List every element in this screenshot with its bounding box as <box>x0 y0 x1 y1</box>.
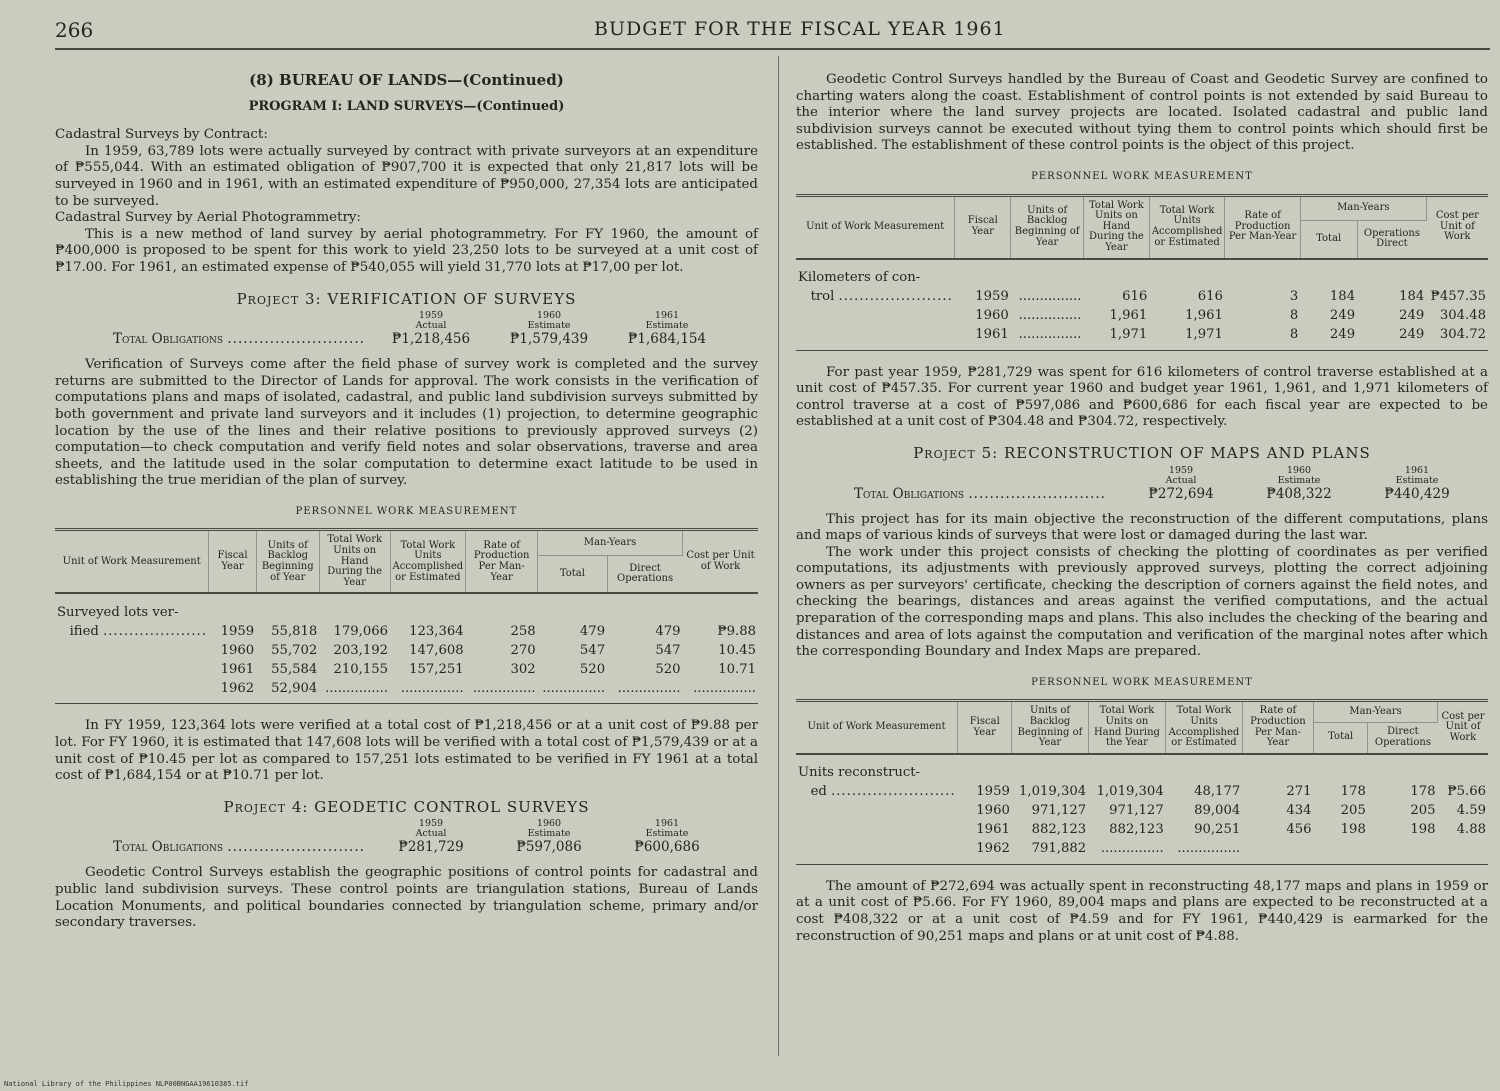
col-header: Rate of Production Per Man-Year <box>1242 701 1313 754</box>
col-header: Man-Years <box>1314 701 1438 722</box>
table-row: 1962 791,882 ............... ............... <box>796 840 1488 865</box>
pwm-table-verification <box>55 528 758 704</box>
col-header: Fiscal Year <box>958 701 1012 754</box>
verification-result-paragraph: In FY 1959, 123,364 lots were verified at a total cost of ₱1,218,456 or at a unit cost of ₱9.88 per lot. For FY 1960, it is estimated that 147,608 lots will be verified with a total cost of ₱1,579,439 or at a unit cost of ₱10.45 per lot as compared to 157,251 lots estimated to be verified in FY 1961 at a total cost of ₱1,684,154 or at ₱10.71 per lot. <box>55 718 758 784</box>
col-header: Total Work Units Accomplished or Estimated <box>1166 701 1243 754</box>
table-row: 1960 971,127 971,127 89,004 434 205 205 4.59 <box>976 803 1486 819</box>
table-row: 1960 55,702 203,192 147,608 270 547 547 10.45 <box>220 642 756 658</box>
col-header: Fiscal Year <box>209 530 256 593</box>
col-header: Rate of Production Per Man-Year <box>466 530 538 593</box>
obligation-value: ₱1,684,154 <box>627 331 707 348</box>
obligation-value: ₱408,322 <box>1266 485 1332 502</box>
page-number: 266 <box>55 18 94 42</box>
cad-contract-heading: Cadastral Surveys by Contract: <box>55 127 268 143</box>
year-header: 1961 Estimate <box>645 310 689 332</box>
year-header: 1960 Estimate <box>527 818 571 840</box>
col-header: Total Work Units on Hand During the Year <box>1088 701 1166 754</box>
obligation-value: ₱440,429 <box>1384 485 1450 502</box>
col-header: Cost per Unit of Work <box>1426 195 1488 258</box>
page-header <box>0 12 1500 48</box>
traverse-paragraph: For past year 1959, ₱281,729 was spent for 616 kilometers of control traverse established at a unit cost of ₱457.35. For current year 1960 and budget year 1961, 1,961, and 1,971 kilometers of control traverse at a cost of ₱597,086 and ₱600,686 for each fiscal year are expected to be established at a unit cost of ₱304.48 and ₱304.72, respectively. <box>796 364 1488 430</box>
col-header: Total Work Units Accomplished or Estimated <box>1149 195 1225 258</box>
col-header: Unit of Work Measurement <box>55 530 209 593</box>
column-divider <box>778 56 779 1056</box>
obligation-value: ₱1,579,439 <box>509 331 589 348</box>
verification-paragraph: Verification of Surveys come after the field phase of survey work is completed and the survey returns are submitted to the Director of Lands for approval. The work consists in the verification of computations plans and maps of isolated, cadastral, and public land subdivision surveys submitted by both government and private land surveyors and it includes (1) projection, to determine geographic location by the use of the lines and their relative positions to previously approved surveys (2) computation—to check computation and verify field notes and solar observations, traverse and area sheets, and the latitude used in the solar computation to determine exact latitude to be used in establishing the true meridian of the plan of survey. <box>55 357 758 489</box>
right-column <box>796 62 1488 945</box>
col-header: Rate of Production Per Man-Year <box>1225 195 1300 258</box>
col-header: Total <box>1300 221 1357 259</box>
table-row: 1961 882,123 882,123 90,251 456 198 198 4.88 <box>976 822 1486 838</box>
project-4-prefix: Project 4: <box>223 797 309 816</box>
pwm-table-reconstruction <box>796 699 1488 864</box>
year-header: 1961 Estimate <box>1395 464 1439 486</box>
obligation-value: ₱272,694 <box>1148 485 1214 502</box>
reconstruction-objective-paragraph: This project has for its main objective the reconstruction of the different computations, plans and maps of various kinds of surveys that were lost or damaged during the last war. <box>796 511 1488 544</box>
col-header: Units of Backlog Beginning of Year <box>256 530 319 593</box>
project-3-name: VERIFICATION OF SURVEYS <box>327 289 577 308</box>
table-row: ified .................... 1959 55,818 179,066 123,364 258 479 479 ₱9.88 <box>55 622 758 641</box>
obligation-value: ₱281,729 <box>398 839 464 856</box>
year-header: 1960 Estimate <box>1277 464 1321 486</box>
col-header: Total <box>538 555 607 593</box>
col-header: Units of Backlog Beginning of Year <box>1012 701 1088 754</box>
obligations-label: Total Obligations .......................... <box>113 331 365 348</box>
aerial-heading: Cadastral Survey by Aerial Photogrammetry: <box>55 210 361 226</box>
table-row: 1962 52,904 ............... ............... ............... ............... ............... ............... <box>55 679 758 704</box>
project-4-obligations <box>55 819 758 855</box>
table-row: 1961 ............... 1,971 1,971 8 249 249 304.72 <box>796 326 1488 351</box>
obligation-value: ₱1,218,456 <box>391 331 471 348</box>
col-header: Total Work Units on Hand During the Year <box>1084 195 1150 258</box>
project-4-title <box>55 799 758 816</box>
left-column <box>55 62 758 932</box>
obligations-label: Total Obligations .......................... <box>113 839 365 856</box>
obligation-value: ₱597,086 <box>516 839 582 856</box>
col-header: Direct Operations <box>607 555 682 593</box>
col-header: Direct Operations <box>1368 722 1438 754</box>
table-row: trol ...................... 1959 ............... 616 616 3 184 184 ₱457.35 <box>796 288 1488 307</box>
col-header: Cost per Unit of Work <box>683 530 758 593</box>
table-row: ed ........................ 1959 1,019,304 1,019,304 48,177 271 178 178 ₱5.66 <box>796 783 1488 802</box>
program-title: PROGRAM I: LAND SURVEYS—(Continued) <box>248 98 565 114</box>
col-header: Operations Direct <box>1357 221 1426 259</box>
table-row: 1961 55,584 210,155 157,251 302 520 520 10.71 <box>220 661 756 677</box>
cad-contract-paragraph: In 1959, 63,789 lots were actually surveyed by contract with private surveyors at an expenditure of ₱555,044. With an estimated obligation of ₱907,700 it is expected that only 21,817 lots will be surveyed in 1960 and in 1961, with an estimated expenditure of ₱950,000, 27,354 lots are anticipated to be surveyed. <box>55 143 758 209</box>
project-5-obligations <box>796 466 1488 502</box>
project-3-title <box>55 291 758 308</box>
row-label: Kilometers of con- <box>798 269 921 285</box>
project-4-name: GEODETIC CONTROL SURVEYS <box>314 797 590 816</box>
obligation-value: ₱600,686 <box>634 839 700 856</box>
row-label: trol ...................... <box>810 288 953 304</box>
row-label: ed ........................ <box>810 784 956 800</box>
bureau-title: (8) BUREAU OF LANDS—(Continued) <box>249 71 564 89</box>
col-header: Unit of Work Measurement <box>796 701 958 754</box>
col-header: Man-Years <box>538 530 683 555</box>
table-row: 1960 ............... 1,961 1,961 8 249 249 304.48 <box>975 307 1486 323</box>
col-header: Cost per Unit of Work <box>1438 701 1488 754</box>
header-rule <box>55 48 1490 50</box>
project-5-title <box>796 445 1488 462</box>
row-label: ified .................... <box>69 623 207 639</box>
project-3-obligations <box>55 311 758 347</box>
pwm-table-geodetic <box>796 194 1488 351</box>
aerial-paragraph: This is a new method of land survey by aerial photogrammetry. For FY 1960, the amount of ₱400,000 is proposed to be spent for this work to yield 23,250 lots to be surveyed at a unit cost of ₱17.00. For 1961, an estimated expense of ₱540,055 will yield 31,770 lots at ₱17,00 per lot. <box>55 226 758 275</box>
year-header: 1959 Actual <box>1165 464 1197 486</box>
pwm-title: PERSONNEL WORK MEASUREMENT <box>1031 170 1253 182</box>
year-header: 1959 Actual <box>415 818 447 840</box>
col-header: Man-Years <box>1300 195 1426 220</box>
col-header: Total <box>1314 722 1368 754</box>
reconstruction-work-paragraph: The work under this project consists of checking the plotting of coordinates as per verified computations, its adjustments with previously approved surveys, plotting the correct adjoining owners as per surveyors' certificate, checking the description of corners against the field notes, and checking the bearings, distances and areas against the verified computations, and the actual preparation of the corresponding maps and plans. This also includes the checking of the bearing and distances and area of lots against the computation and verification of the marginal notes after which the corresponding Boundary and Index Maps are prepared. <box>796 544 1488 660</box>
project-5-prefix: Project 5: <box>913 443 999 462</box>
scan-footer-note: National Library of the Philippines NLP00BNGAA19610385.tif <box>4 1080 249 1088</box>
col-header: Units of Backlog Beginning of Year <box>1011 195 1084 258</box>
col-header: Total Work Units Accomplished or Estimated <box>390 530 466 593</box>
geodetic-paragraph: Geodetic Control Surveys establish the geographic positions of control points for cadastral and public land subdivision surveys. These control points are triangulation stations, Bureau of Lands Location Monuments, and political boundaries connected by triangulation scheme, primary and/or secondary traverses. <box>55 865 758 931</box>
col-header: Fiscal Year <box>955 195 1011 258</box>
running-title: BUDGET FOR THE FISCAL YEAR 1961 <box>594 18 1006 40</box>
project-5-name: RECONSTRUCTION OF MAPS AND PLANS <box>1003 443 1371 462</box>
col-header: Unit of Work Measurement <box>796 195 955 258</box>
row-label: Units reconstruct- <box>798 765 921 781</box>
geodetic-continued-paragraph: Geodetic Control Surveys handled by the Bureau of Coast and Geodetic Survey are confined to charting waters along the coast. Establishment of control points is not extended by said Bureau to the interior where the land survey projects are located. Isolated cadastral and public land subdivision surveys cannot be executed without tying them to control points which should first be established. The establishment of these control points is the object of this project. <box>796 72 1488 154</box>
reconstruction-result-paragraph: The amount of ₱272,694 was actually spent in reconstructing 48,177 maps and plans in 1959 or at a unit cost of ₱5.66. For FY 1960, 89,004 maps and plans are expected to be reconstructed at a cost ₱408,322 or at a unit cost of ₱4.59 and for FY 1961, ₱440,429 is earmarked for the reconstruction of 90,251 maps and plans or at unit cost of ₱4.88. <box>796 878 1488 944</box>
pwm-title: PERSONNEL WORK MEASUREMENT <box>1031 676 1253 688</box>
col-header: Total Work Units on Hand During the Year <box>319 530 390 593</box>
project-3-prefix: Project 3: <box>236 289 322 308</box>
year-header: 1961 Estimate <box>645 818 689 840</box>
year-header: 1960 Estimate <box>527 310 571 332</box>
pwm-title: PERSONNEL WORK MEASUREMENT <box>295 505 518 517</box>
year-header: 1959 Actual <box>415 310 447 332</box>
row-label: Surveyed lots ver- <box>57 604 179 620</box>
obligations-label: Total Obligations .......................... <box>854 485 1106 502</box>
